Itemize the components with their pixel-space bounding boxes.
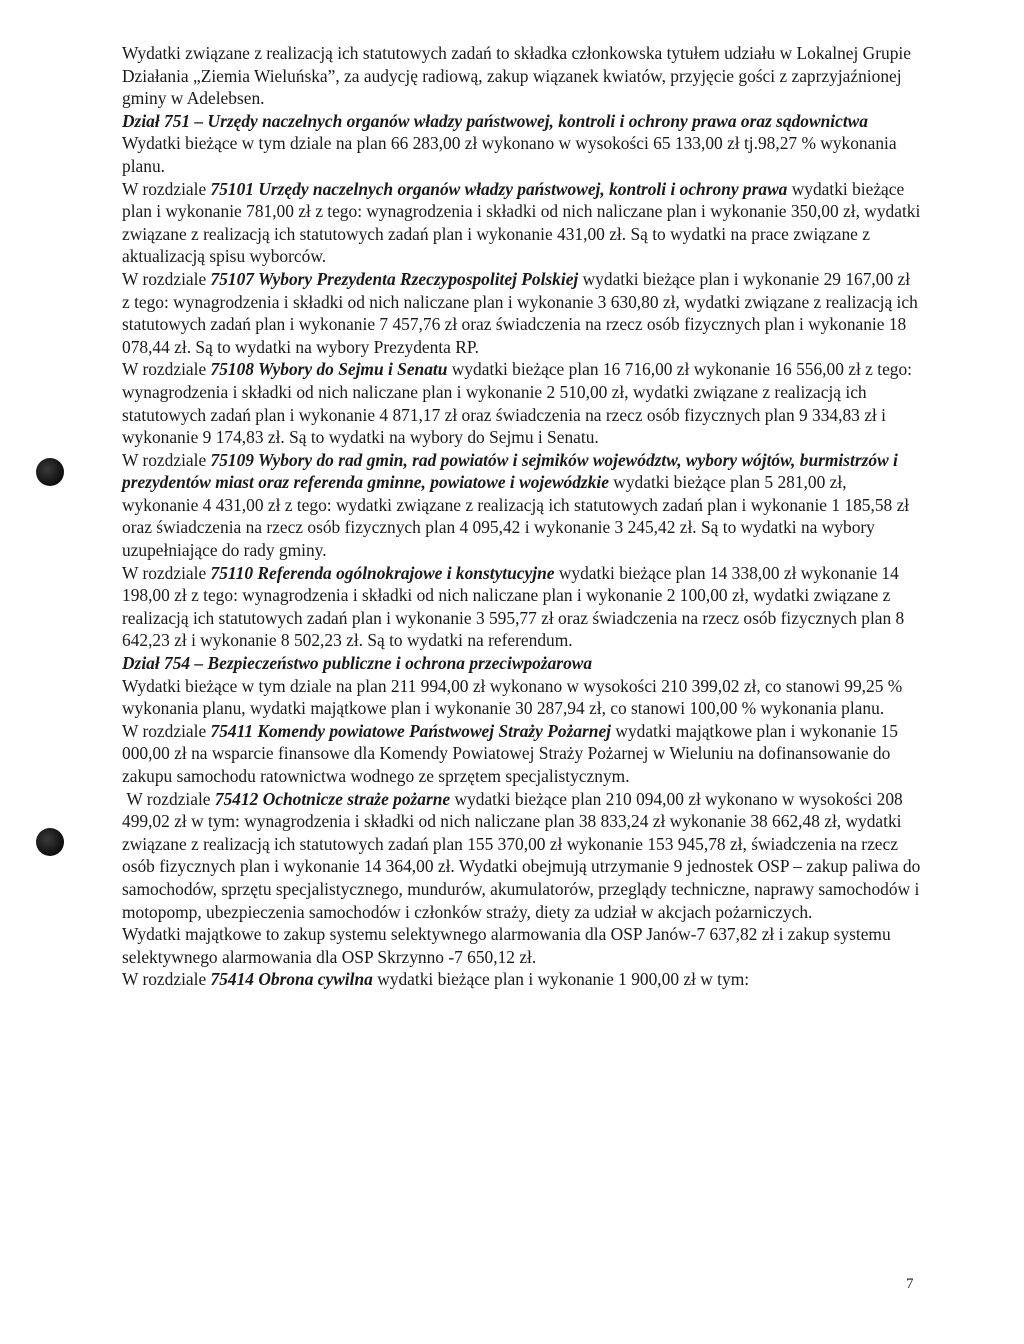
chapter-title: 75109 Wybory do rad gmin, rad powiatów i sejmików województw, wybory wójtów, burmistrzów i prezydentów miast oraz referenda gminne, powiatowe i wojewódzkie [122,449,898,493]
chapter-title: 75411 Komendy powiatowe Państwowej Straży Pożarnej [210,720,612,741]
paragraph-text: wydatki bieżące plan i wykonanie 1 900,00 zł w tym: [372,969,750,990]
chapter-title: 75107 Wybory Prezydenta Rzeczypospolitej Polskiej [210,268,579,289]
paragraph: Wydatki związane z realizacją ich statutowych zadań to składka członkowska tytułem udziału w Lokalnej Grupie Działania „Ziemia Wieluńska”, za audycję radiową, zakup wiązanek kwiatów, przyjęcie gości z zaprzyjaźnionej gminy w Adelebsen. [122,43,911,109]
paragraph-prefix: W rozdziale [122,720,211,741]
paragraph-prefix: W rozdziale [122,178,211,199]
page-number: 7 [906,1276,914,1292]
paragraph-text: wydatki bieżące plan i wykonanie 781,00 zł z tego: wynagrodzenia i składki od nich naliczane plan i wykonanie 350,00 zł, wydatki związane z realizacją ich statutowych zadań plan i wykonanie 431,00 zł. Są to wydatki na prace związane z aktualizacją spisu wyborców. [122,178,921,267]
paragraph [122,178,922,268]
paragraph [122,449,922,562]
section-heading: Dział 754 – Bezpieczeństwo publiczne i ochrona przeciwpożarowa [122,653,593,674]
paragraph [122,788,925,924]
paragraph-text: wydatki bieżące plan 210 094,00 zł wykonano w wysokości 208 499,02 zł w tym: wynagrodzenia i składki od nich naliczane plan 38 833,24 zł wykonanie 38 662,48 zł, wydatki związane z realizacją ich statutowych zadań plan 155 370,00 zł wykonanie 153 945,78 zł, świadczenia na rzecz osób fizycznych plan i wykonanie 14 364,00 zł. Wydatki obejmują utrzymanie 9 jednostek OSP – zakup paliwa do samochodów, sprzętu specjalistycznego, mundurów, akumulatorów, przeglądy techniczne, naprawy samochodów i motopomp, ubezpieczenia samochodów i członków straży, diety za udział w akcjach pożarniczych. [122,788,925,922]
paragraph-prefix: W rozdziale [122,359,211,380]
paragraph-text: wydatki bieżące plan 16 716,00 zł wykonanie 16 556,00 zł z tego: wynagrodzenia i składki od nich naliczane plan i wykonanie 2 510,00 zł, wydatki związane z realizacją ich statutowych zadań plan i wykonanie 4 871,17 zł oraz świadczenia na rzecz osób fizycznych plan 9 334,83 zł i wykonanie 9 174,83 zł. Są to wydatki na wybory do Sejmu i Senatu. [122,359,913,448]
paragraph-prefix: W rozdziale [122,969,211,990]
paragraph-prefix: W rozdziale [122,449,211,470]
paragraph-prefix: W rozdziale [122,788,215,809]
paragraph [122,968,922,991]
paragraph [122,268,922,358]
paragraph [122,562,922,652]
paragraph-text: wydatki bieżące plan 14 338,00 zł wykonanie 14 198,00 zł z tego: wynagrodzenia i składki od nich naliczane plan i wykonanie 2 100,00 zł, wydatki związane z realizacją ich statutowych zadań plan i wykonanie 3 595,77 zł oraz świadczenia na rzecz osób fizycznych plan 8 642,23 zł i wykonanie 8 502,23 zł. Są to wydatki na referendum. [122,562,905,651]
paragraph: Wydatki bieżące w tym dziale na plan 66 283,00 zł wykonano w wysokości 65 133,00 zł tj.98,27 % wykonania planu. [122,133,897,176]
paragraph [122,358,922,448]
chapter-title: 75414 Obrona cywilna [210,969,373,990]
paragraph-text: wydatki bieżące plan 5 281,00 zł, wykonanie 4 431,00 zł z tego: wydatki związane z realizacją ich statutowych zadań plan i wykonanie 1 185,58 zł oraz świadczenia na rzecz osób fizycznych plan 4 095,42 i wykonanie 3 245,42 zł. Są to wydatki na wybory uzupełniające do rady gminy. [122,472,910,561]
document-body [122,42,925,991]
section-heading: Dział 751 – Urzędy naczelnych organów władzy państwowej, kontroli i ochrony prawa oraz sądownictwa [122,110,868,131]
punch-hole [36,458,64,486]
paragraph-prefix: W rozdziale [122,268,211,289]
chapter-title: 75101 Urzędy naczelnych organów władzy państwowej, kontroli i ochrony prawa [210,178,788,199]
paragraph-text: wydatki majątkowe plan i wykonanie 15 000,00 zł na wsparcie finansowe dla Komendy Powiatowej Straży Pożarnej w Wieluniu na dofinansowanie do zakupu samochodu ratownictwa wodnego ze sprzętem specjalistycznym. [122,720,898,786]
paragraph: Wydatki majątkowe to zakup systemu selektywnego alarmowania dla OSP Janów-7 637,82 zł i zakup systemu selektywnego alarmowania dla OSP Skrzynno -7 650,12 zł. [122,924,891,967]
chapter-title: 75412 Ochotnicze straże pożarne [214,788,451,809]
paragraph-prefix: W rozdziale [122,562,211,583]
paragraph: Wydatki bieżące w tym dziale na plan 211 994,00 zł wykonano w wysokości 210 399,02 zł, co stanowi 99,25 % wykonania planu, wydatki majątkowe plan i wykonanie 30 287,94 zł, co stanowi 100,00 % wykonania planu. [122,675,903,719]
chapter-title: 75108 Wybory do Sejmu i Senatu [210,359,448,380]
punch-hole [36,828,64,856]
paragraph-text: wydatki bieżące plan i wykonanie 29 167,00 zł z tego: wynagrodzenia i składki od nich naliczane plan i wykonanie 3 630,80 zł, wydatki związane z realizacją ich statutowych zadań plan i wykonanie 7 457,76 zł oraz świadczenia na rzecz osób fizycznych plan i wykonanie 18 078,44 zł. Są to wydatki na wybory Prezydenta RP. [122,268,918,357]
paragraph [122,720,922,788]
chapter-title: 75110 Referenda ogólnokrajowe i konstytucyjne [210,562,555,583]
